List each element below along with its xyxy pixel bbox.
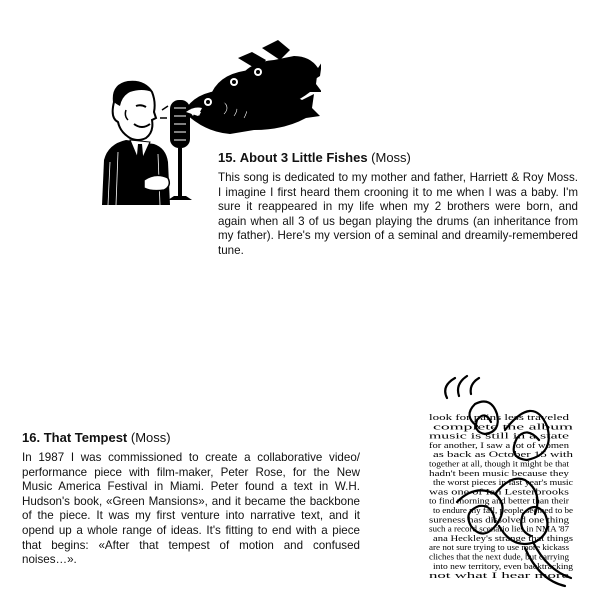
singer-figure bbox=[102, 82, 170, 205]
collage-line: such a record scenario lies in NMA '87 bbox=[429, 524, 569, 534]
collage-line: cliches that the next dude, but carrying bbox=[429, 552, 569, 562]
fish-group bbox=[184, 40, 321, 134]
collage-line: are not sure trying to use more kickass bbox=[429, 543, 569, 553]
collage-line: look for pains less traveled bbox=[429, 413, 571, 422]
section-body: This song is dedicated to my mother and father, Harriett & Roy Moss. I imagine I first heard them crooning it to me when I was a baby. I'm sure it reappeared in my life when my 2 brothers were born, and again when all 3 of us began playing the drums (an inheritance from my father). Here's my version of a seminal and dreamily-remembered tune. bbox=[218, 171, 578, 257]
collage-line: to find morning and better than their bbox=[429, 496, 570, 506]
track-credit: (Moss) bbox=[130, 430, 171, 445]
section-heading bbox=[22, 430, 360, 446]
track-credit: (Moss) bbox=[371, 150, 411, 165]
collage-line: sureness has dissolved one thing bbox=[429, 515, 569, 525]
collage-line: together at all, though it might be that bbox=[429, 459, 570, 469]
collage-line: as back as October 15 with bbox=[433, 450, 575, 460]
collage-line: hadn't been music because they bbox=[429, 468, 571, 478]
section-16 bbox=[22, 430, 360, 568]
section-15 bbox=[218, 150, 578, 259]
collage-line: to endure my fall, people seemed to be bbox=[433, 506, 574, 515]
collage-line: into new territory, even backtracking bbox=[433, 561, 573, 571]
collage-line: was one of Ian Lesterbrooks bbox=[429, 487, 569, 497]
collage-line: not what I hear more bbox=[429, 571, 570, 581]
newspaper-collage-illustration bbox=[415, 374, 585, 589]
track-number: 16. bbox=[22, 430, 41, 445]
track-number: 15. bbox=[218, 150, 237, 165]
collage-line: the worst pieces in last year's music bbox=[433, 478, 574, 488]
track-title: That Tempest bbox=[43, 430, 128, 445]
section-body: In 1987 I was commissioned to create a collaborative video/ performance piece with film-maker, Peter Rose, for the New Music America Festival in Miami. Peter found a text in W.H. Hudson's book, «Green Mansions», and it became the backbone of the piece. It was my first venture into narrative text, and it opend up a whole range of ideas. It's fitting to end with a piece that begins: «After that tempest of motion and confused noises…». bbox=[22, 451, 360, 567]
sound-lines bbox=[160, 106, 168, 118]
collage-line: for another, I saw a lot of women bbox=[429, 440, 571, 450]
collage-line: ana Heckley's strange that things bbox=[433, 533, 573, 543]
collage-line: music is still in a state bbox=[429, 431, 570, 441]
track-title: About 3 Little Fishes bbox=[239, 150, 368, 165]
collage-line: complete the album bbox=[433, 422, 575, 432]
section-heading bbox=[218, 150, 578, 166]
